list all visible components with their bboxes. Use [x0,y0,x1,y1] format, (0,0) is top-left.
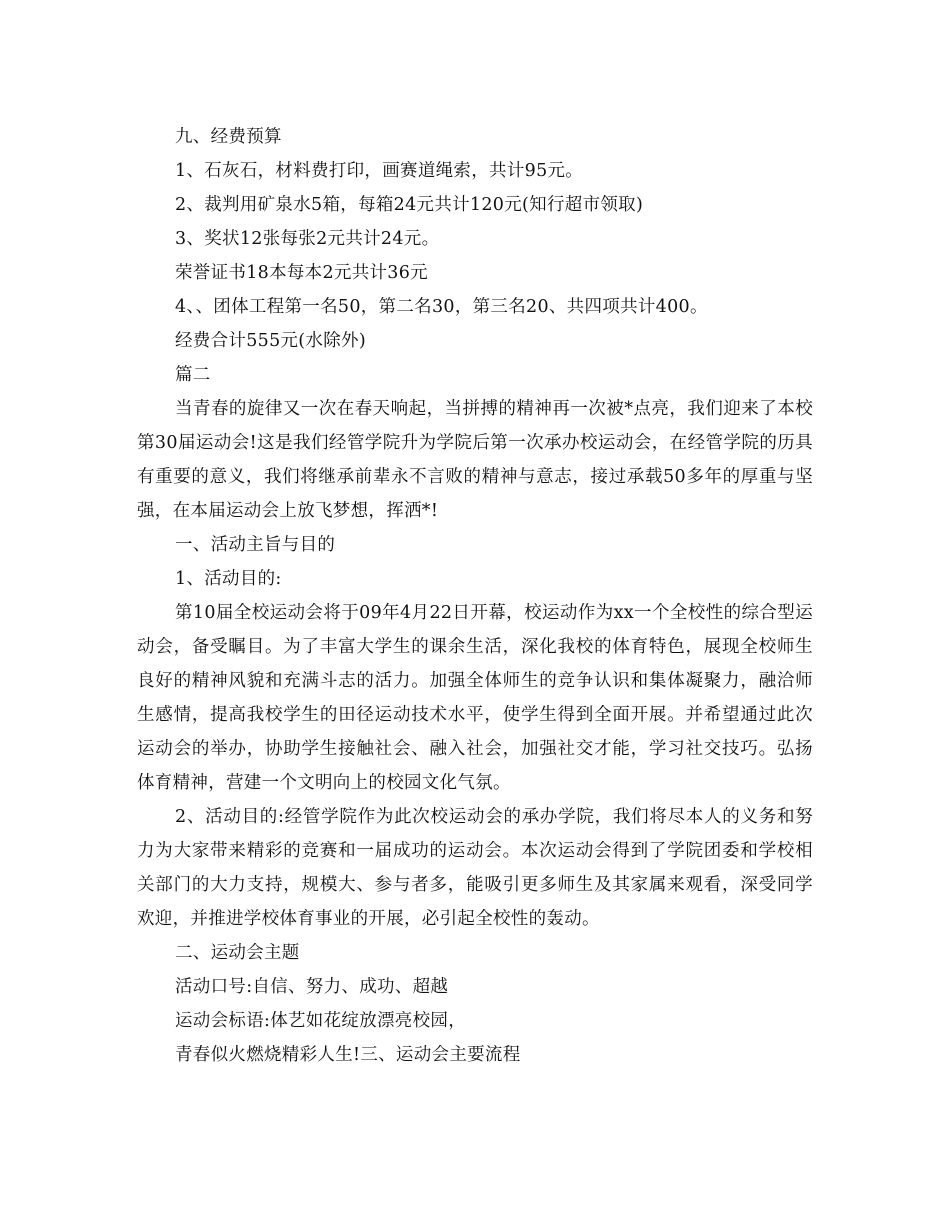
section-heading: 二、运动会主题 [175,943,300,963]
intro-paragraph: 当青春的旋律又一次在春天响起，当拼搏的精神再一次被*点亮，我们迎来了本校第30届运动会!这是我们经管学院升为学院后第一次承办校运动会，在经管学院的历具有重要的意义，我们将继承前辈永不言败的精神与意志，接过承载50多年的厚重与坚强，在本届运动会上放飞梦想，挥洒*! [137,399,813,521]
body-paragraph: 2、活动目的:经管学院作为此次校运动会的承办学院，我们将尽本人的义务和努力为大家带来精彩的竞赛和一届成功的运动会。本次运动会得到了学院团委和学校相关部门的大力支持，规模大、参与者多，能吸引更多师生及其家属来观看，深受同学欢迎，并推进学校体育事业的开展，必引起全校性的轰动。 [137,807,813,929]
budget-total: 经费合计555元(水除外) [175,331,366,351]
budget-item: 荣誉证书18本每本2元共计36元 [175,263,428,283]
budget-item: 1、石灰石，材料费打印，画赛道绳索，共计95元。 [175,161,584,181]
budget-item: 4、、团体工程第一名50，第二名30，第三名20、共四项共计400。 [175,297,708,317]
part-two-heading: 篇二 [175,365,211,385]
motto-line: 青春似火燃烧精彩人生!三、运动会主要流程 [175,1045,521,1065]
slogan-line: 活动口号:自信、努力、成功、超越 [175,977,449,997]
body-paragraph: 第10届全校运动会将于09年4月22日开幕，校运动作为xx一个全校性的综合型运动会，备受瞩目。为了丰富大学生的课余生活，深化我校的体育特色，展现全校师生良好的精神风貌和充满斗志的活力。加强全体师生的竞争认识和集体凝聚力，融洽师生感情，提高我校学生的田径运动技术水平，使学生得到全面开展。并希望通过此次运动会的举办，协助学生接触社会、融入社会，加强社交才能，学习社交技巧。弘扬体育精神，营建一个文明向上的校园文化气氛。 [137,603,813,793]
budget-item: 3、奖状12张每张2元共计24元。 [175,229,440,249]
motto-line: 运动会标语:体艺如花绽放漂亮校园， [175,1011,466,1031]
document-body [137,120,813,1072]
budget-item: 2、裁判用矿泉水5箱，每箱24元共计120元(知行超市领取) [175,195,644,215]
section-heading: 一、活动主旨与目的 [175,535,336,555]
budget-heading: 九、经费预算 [175,127,282,147]
subsection-heading: 1、活动目的: [175,569,282,589]
